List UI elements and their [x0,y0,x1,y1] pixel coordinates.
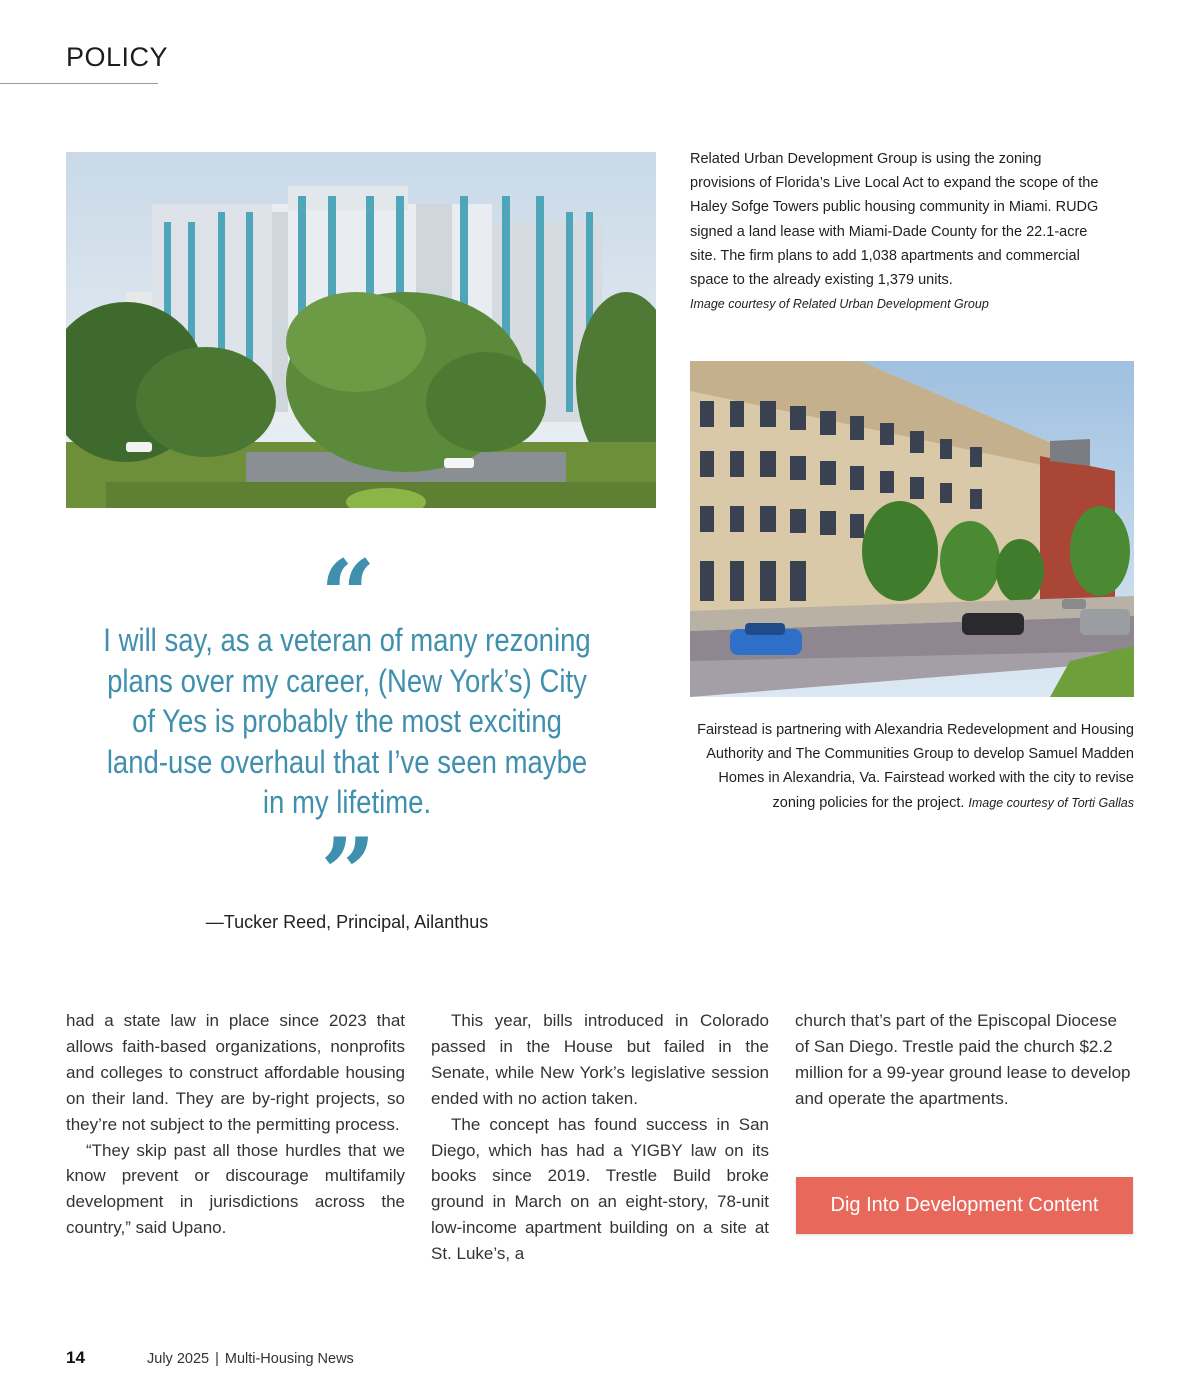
body-paragraph: had a state law in place since 2023 that allows faith-based organizations, nonprofits and colleges to construct affordable housing on their land. They are by-right projects, so they’re not subject to the permitting process. [66,1011,405,1134]
samuel-madden-homes-rendering [690,361,1134,697]
body-paragraph: This year, bills introduced in Colorado passed in the House but failed in the Senate, while New York’s legislative session ended with no action taken. [431,1011,769,1108]
body-column-1 [66,1008,405,1241]
page-number: 14 [66,1348,85,1367]
photo1-credit: Image courtesy of Related Urban Development Group [690,297,989,312]
open-quote-mark: “ [320,539,376,652]
photo1-caption-text: Related Urban Development Group is using the zoning provisions of Florida’s Live Local Act to expand the scope of the Haley Sofge Towers public housing community in Miami. RUDG signed a land lease with Miami-Dade County for the 22.1-acre site. The firm plans to add 1,038 apartments and commercial space to the already existing 1,379 units. [690,151,1099,289]
body-column-2 [431,1008,769,1267]
pull-quote-text: I will say, as a veteran of many rezoning plans over my career, (New York’s) City of Yes is probably the most exciting land-use overhaul that I’ve seen maybe in my lifetime. [103,622,591,820]
body-column-3 [795,1008,1134,1112]
close-quote-mark: ” [320,817,376,930]
photo2-caption [686,718,1134,815]
body-paragraph: “They skip past all those hurdles that we know prevent or discourage multifamily development in jurisdictions across the country,” said Upano. [66,1140,405,1238]
section-divider [0,83,158,84]
footer-publication: Multi-Housing News [224,1351,354,1367]
photo2-caption-text: Fairstead is partnering with Alexandria Redevelopment and Housing Authority and The Communities Group to develop Samuel Madden Homes in Alexandria, Va. Fairstead worked with the city to revise zoning policies for the project. [697,722,1134,811]
footer-publication-info [147,1351,354,1367]
dig-into-development-content-button[interactable]: Dig Into Development Content [796,1177,1133,1234]
quote-attribution: —Tucker Reed, Principal, Ailanthus [205,912,489,932]
photo1-caption [690,147,1110,316]
footer-issue: July 2025 [147,1351,210,1367]
haley-sofge-towers-photo [66,152,656,508]
photo2-credit: Image courtesy of Torti Gallas [968,795,1134,810]
footer-separator: | [215,1351,219,1367]
body-paragraph: church that’s part of the Episcopal Diocese of San Diego. Trestle paid the church $2.2 million for a 99-year ground lease to develop and operate the apartments. [795,1011,1131,1108]
body-paragraph: The concept has found success in San Diego, which has had a YIGBY law on its books since 2019. Trestle Build broke ground in March on an eight-story, 78-unit low-income apartment building on a site at St. Luke’s, a [431,1114,769,1264]
section-label: POLICY [66,42,169,72]
